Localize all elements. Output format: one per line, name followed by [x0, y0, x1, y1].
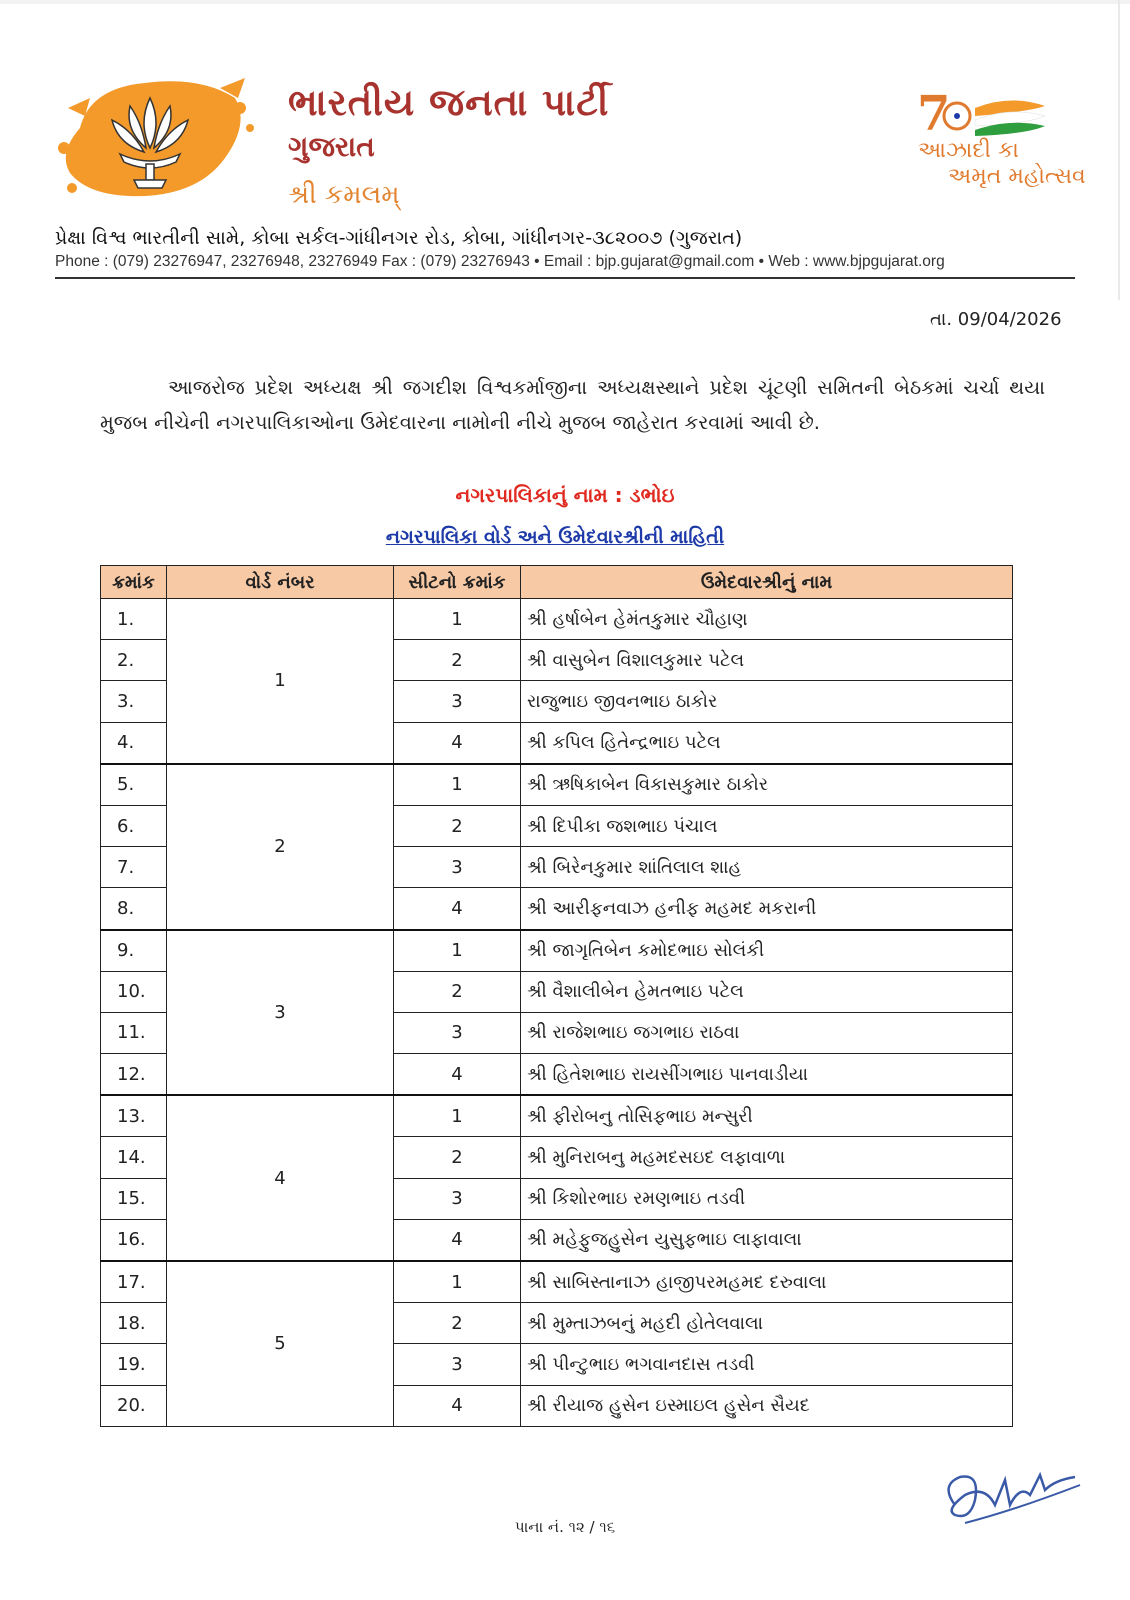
candidate-name: શ્રી ઋષિકાબેન વિકાસકુમાર ઠાકોર: [521, 764, 1013, 806]
candidate-name: શ્રી રાજેશભાઇ જગભાઇ રાઠવા: [521, 1012, 1013, 1053]
seat-number: 4: [394, 1054, 521, 1096]
table-row: [101, 764, 1013, 806]
ward-number: 5: [167, 1261, 394, 1426]
candidate-name: શ્રી સાબિસ્તાનાઝ હાજીપરમહમદ દરુવાલા: [521, 1261, 1013, 1303]
candidate-name: શ્રી મહેફુજહુસેન યુસુફભાઇ લાફાવાલા: [521, 1219, 1013, 1261]
serial-number: 9.: [101, 930, 167, 972]
serial-number: 4.: [101, 722, 167, 764]
serial-number: 1.: [101, 599, 167, 640]
candidate-name: શ્રી મુનિરાબનુ મહમદસઇદ લફાવાળા: [521, 1137, 1013, 1178]
candidate-name: શ્રી દિપીકા જશભાઇ પંચાલ: [521, 805, 1013, 846]
seat-number: 4: [394, 1385, 521, 1426]
candidate-name: શ્રી રીયાજ હુસેન ઇસ્માઇલ હુસેન સૈયદ: [521, 1385, 1013, 1426]
seat-number: 4: [394, 1219, 521, 1261]
candidate-name: રાજુભાઇ જીવનભાઇ ઠાકોર: [521, 681, 1013, 722]
table-row: [101, 1095, 1013, 1137]
serial-number: 16.: [101, 1219, 167, 1261]
serial-number: 14.: [101, 1137, 167, 1178]
org-name: ભારતીય જનતા પાર્ટી: [288, 80, 610, 124]
seat-number: 2: [394, 805, 521, 846]
candidate-name: શ્રી બિરેનકુમાર શાંતિલાલ શાહ: [521, 847, 1013, 888]
header-candidate: ઉમેદવારશ્રીનું નામ: [521, 566, 1013, 599]
table-header-row: [101, 566, 1013, 599]
azadi-text-line1: આઝાદી કા: [918, 138, 1019, 163]
municipality-title: નગરપાલિકાનું નામ : ડભોઇ: [455, 483, 675, 507]
ward-number: 4: [167, 1095, 394, 1261]
serial-number: 3.: [101, 681, 167, 722]
candidate-name: શ્રી વૈશાલીબેન હેમતભાઇ પટેલ: [521, 971, 1013, 1012]
serial-number: 8.: [101, 888, 167, 930]
candidate-name: શ્રી વાસુબેન વિશાલકુમાર પટેલ: [521, 640, 1013, 681]
seat-number: 4: [394, 722, 521, 764]
candidate-name: શ્રી હિતેશભાઇ રાયસીંગભાઇ પાનવાડીયા: [521, 1054, 1013, 1096]
contact-info: Phone : (079) 23276947, 23276948, 23276949 Fax : (079) 23276943 • Email : bjp.gujarat@gmail.com • Web : www.bjpgujarat.org: [55, 253, 945, 270]
header-ward: વોર્ડ નંબર: [167, 566, 394, 599]
header-serial: ક્રમાંક: [101, 566, 167, 599]
candidate-name: શ્રી જાગૃતિબેન કમોદભાઇ સોલંકી: [521, 930, 1013, 972]
bjp-lotus-logo: [50, 68, 260, 208]
seat-number: 4: [394, 888, 521, 930]
seat-number: 3: [394, 847, 521, 888]
seat-number: 3: [394, 1012, 521, 1053]
serial-number: 2.: [101, 640, 167, 681]
ward-number: 1: [167, 599, 394, 764]
candidate-table-body: [101, 599, 1013, 1427]
header-seat: સીટનો ક્રમાંક: [394, 566, 521, 599]
org-state: ગુજરાત: [288, 130, 375, 163]
seat-number: 1: [394, 1261, 521, 1303]
candidate-name: શ્રી આરીફનવાઝ હનીફ મહમદ મકરાની: [521, 888, 1013, 930]
candidate-name: શ્રી ફીરોબનુ તોસિફભાઇ મન્સુરી: [521, 1095, 1013, 1137]
serial-number: 12.: [101, 1054, 167, 1096]
serial-number: 10.: [101, 971, 167, 1012]
serial-number: 11.: [101, 1012, 167, 1053]
letter-date: તા. 09/04/2026: [930, 309, 1062, 330]
serial-number: 5.: [101, 764, 167, 806]
table-title: નગરપાલિકા વોર્ડ અને ઉમેદવારશ્રીની માહિતી: [385, 526, 725, 548]
seat-number: 2: [394, 1303, 521, 1344]
seat-number: 3: [394, 681, 521, 722]
header-divider: [55, 277, 1075, 279]
seat-number: 2: [394, 640, 521, 681]
candidate-name: શ્રી પીન્ટુભાઇ ભગવાનદાસ તડવી: [521, 1344, 1013, 1385]
page-number: પાના નં. ૧૨ / ૧૬: [514, 1518, 616, 1536]
announcement-paragraph: આજરોજ પ્રદેશ અધ્યક્ષ શ્રી જગદીશ વિશ્વકર્માજીના અધ્યક્ષસ્થાને પ્રદેશ ચૂંટણી સમિતની બેઠકમાં ચર્ચા થયા મુજબ નીચેની નગરપાલિકાઓના ઉમેદવારના નામોની નીચે મુજબ જાહેરાત કરવામાં આવી છે.: [100, 376, 1045, 434]
seat-number: 2: [394, 1137, 521, 1178]
table-row: [101, 930, 1013, 972]
seat-number: 1: [394, 599, 521, 640]
seat-number: 1: [394, 930, 521, 972]
page-right-edge: [1118, 0, 1120, 300]
svg-text:7: 7: [917, 86, 951, 142]
serial-number: 13.: [101, 1095, 167, 1137]
office-name: શ્રી કમલમ્: [288, 180, 400, 210]
seat-number: 3: [394, 1344, 521, 1385]
seat-number: 3: [394, 1178, 521, 1219]
seat-number: 1: [394, 1095, 521, 1137]
seat-number: 1: [394, 764, 521, 806]
serial-number: 6.: [101, 805, 167, 846]
candidate-name: શ્રી હર્ષાબેન હેમંતકુમાર ચૌહાણ: [521, 599, 1013, 640]
office-address: પ્રેક્ષા વિશ્વ ભારતીની સામે, કોબા સર્કલ-ગાંધીનગર રોડ, કોબા, ગાંધીનગર-૩૮૨૦૦૭ (ગુજરાત): [55, 227, 743, 249]
serial-number: 7.: [101, 847, 167, 888]
candidate-table: [100, 565, 1013, 1427]
table-row: [101, 599, 1013, 640]
seat-number: 2: [394, 971, 521, 1012]
table-row: [101, 1261, 1013, 1303]
serial-number: 15.: [101, 1178, 167, 1219]
candidate-name: શ્રી કપિલ હિતેન્દ્રભાઇ પટેલ: [521, 722, 1013, 764]
ward-number: 3: [167, 930, 394, 1096]
serial-number: 20.: [101, 1385, 167, 1426]
serial-number: 18.: [101, 1303, 167, 1344]
candidate-name: શ્રી મુમ્તાઝબનું મહદી હોતેલવાલા: [521, 1303, 1013, 1344]
azadi-text-line2: અમૃત મહોત્સવ: [948, 164, 1086, 189]
ward-number: 2: [167, 764, 394, 930]
candidate-name: શ્રી કિશોરભાઇ રમણભાઇ તડવી: [521, 1178, 1013, 1219]
serial-number: 17.: [101, 1261, 167, 1303]
serial-number: 19.: [101, 1344, 167, 1385]
page-top-edge: [0, 0, 1130, 4]
